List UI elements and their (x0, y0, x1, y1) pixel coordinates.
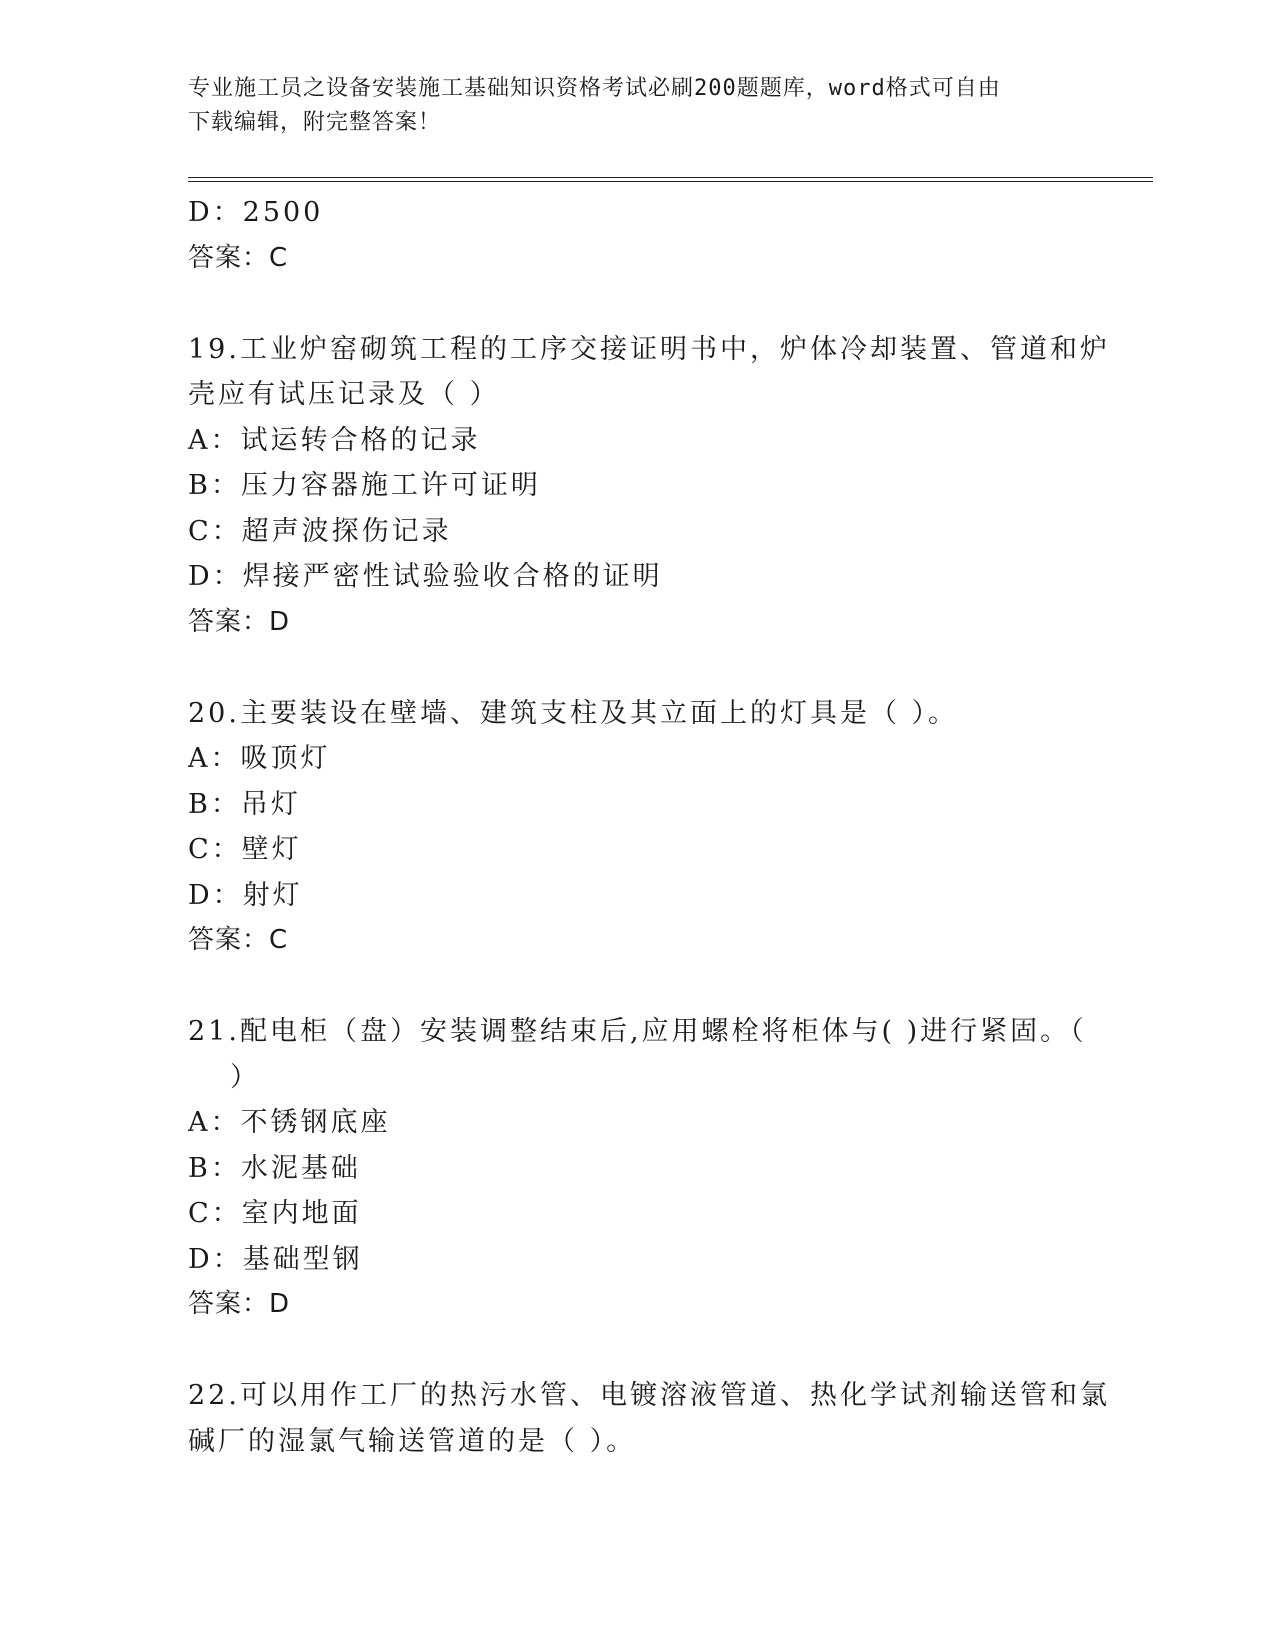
header-divider-top (188, 177, 1153, 178)
prev-option-d: D：2500 (188, 197, 324, 228)
answer: 答案：D (188, 606, 291, 637)
question-19 (188, 327, 1110, 646)
spacer (188, 964, 1088, 1010)
option-d: D：射灯 (188, 879, 303, 911)
option-c: C：壁灯 (188, 834, 302, 865)
header-line-1: 专业施工员之设备安装施工基础知识资格考试必刷200题题库，word格式可自由 (188, 76, 1001, 101)
option-d: D：焊接严密性试验验收合格的证明 (188, 561, 663, 592)
prev-answer: 答案：C (188, 242, 289, 273)
question-22 (188, 1373, 1110, 1464)
question-stem: 21.配电柜（盘）安装调整结束后,应用螺栓将柜体与( )进行紧固。（ (188, 1016, 1087, 1047)
spacer (188, 281, 1088, 327)
question-20 (188, 691, 1088, 964)
header-line-2: 下载编辑，附完整答案！ (188, 110, 442, 135)
header-divider-bottom (188, 181, 1153, 182)
question-stem: 19.工业炉窑砌筑工程的工序交接证明书中，炉体冷却装置、管道和炉 (188, 333, 1110, 365)
document-header (188, 72, 1068, 140)
spacer (188, 1328, 1088, 1374)
spacer (188, 645, 1088, 691)
question-21 (188, 1009, 1088, 1328)
option-b: B：吊灯 (188, 788, 301, 820)
option-d: D：基础型钢 (188, 1243, 363, 1275)
question-stem-cont: ） (230, 1061, 260, 1093)
option-b: B：压力容器施工许可证明 (188, 470, 541, 501)
option-c: C：室内地面 (188, 1198, 362, 1229)
question-stem: 20.主要装设在壁墙、建筑支柱及其立面上的灯具是（ ）。 (188, 697, 959, 729)
option-c: C：超声波探伤记录 (188, 515, 452, 547)
option-a: A：试运转合格的记录 (188, 424, 481, 456)
option-a: A：吸顶灯 (188, 743, 331, 774)
option-a: A：不锈钢底座 (188, 1107, 391, 1138)
question-stem: 22.可以用作工厂的热污水管、电镀溶液管道、热化学试剂输送管和氯 (188, 1380, 1110, 1411)
answer: 答案：D (188, 1289, 291, 1319)
question-stem-cont: 壳应有试压记录及（ ） (188, 379, 500, 410)
answer: 答案：C (188, 925, 289, 955)
question-content (188, 190, 1110, 1464)
option-b: B：水泥基础 (188, 1152, 361, 1184)
question-stem-cont: 碱厂的湿氯气输送管道的是（ ）。 (188, 1425, 637, 1457)
